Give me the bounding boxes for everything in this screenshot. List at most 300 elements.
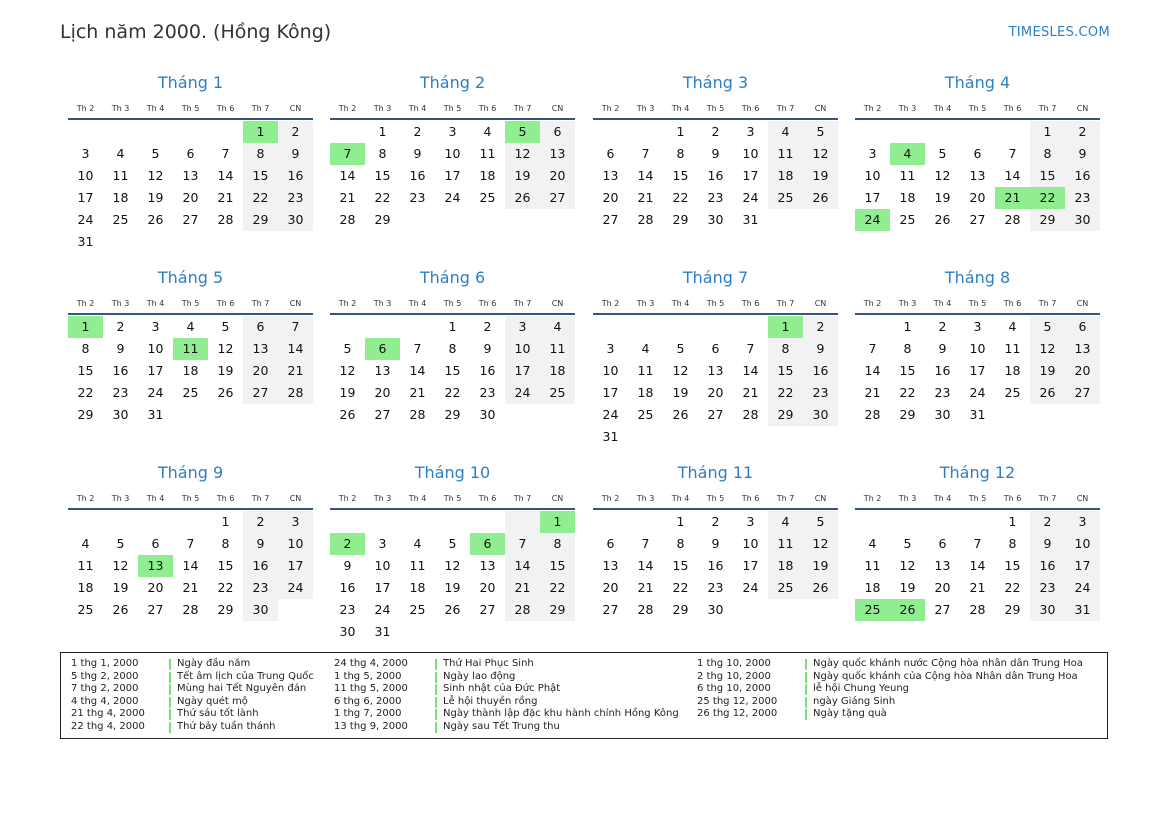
day-cell[interactable]: 25 (479, 190, 496, 205)
day-cell[interactable]: 19 (339, 385, 356, 400)
day-cell[interactable]: 17 (742, 168, 759, 183)
day-cell[interactable]: 2 (278, 121, 313, 143)
day-cell[interactable]: 22 (672, 580, 689, 595)
day-cell[interactable]: 18 (182, 363, 199, 378)
day-cell[interactable]: 27 (969, 212, 986, 227)
day-cell[interactable]: 3 (1065, 511, 1100, 533)
day-cell[interactable]: 18 (112, 190, 129, 205)
day-cell[interactable]: 11 (112, 168, 129, 183)
day-cell[interactable]: 25 (1004, 385, 1021, 400)
day-cell[interactable]: 25 (637, 407, 654, 422)
holiday-day-cell[interactable]: 2 (330, 533, 365, 555)
day-cell[interactable]: 17 (77, 190, 94, 205)
day-cell[interactable]: 2 (243, 511, 278, 533)
day-cell[interactable]: 18 (768, 555, 803, 577)
day-cell[interactable]: 20 (1065, 360, 1100, 382)
day-cell[interactable]: 18 (77, 580, 94, 595)
day-cell[interactable]: 20 (540, 165, 575, 187)
day-cell[interactable]: 13 (182, 168, 199, 183)
day-cell[interactable]: 7 (186, 536, 195, 551)
holiday-day-cell[interactable]: 1 (68, 316, 103, 338)
day-cell[interactable]: 28 (409, 407, 426, 422)
day-cell[interactable]: 13 (707, 363, 724, 378)
day-cell[interactable]: 19 (1030, 360, 1065, 382)
day-cell[interactable]: 5 (803, 511, 838, 533)
day-cell[interactable]: 5 (343, 341, 352, 356)
day-cell[interactable]: 6 (606, 536, 615, 551)
day-cell[interactable]: 16 (707, 168, 724, 183)
day-cell[interactable]: 2 (483, 319, 492, 334)
holiday-day-cell[interactable]: 22 (1030, 187, 1065, 209)
day-cell[interactable]: 22 (444, 385, 461, 400)
day-cell[interactable]: 3 (746, 514, 755, 529)
day-cell[interactable]: 24 (147, 385, 164, 400)
day-cell[interactable]: 17 (505, 360, 540, 382)
day-cell[interactable]: 24 (1065, 577, 1100, 599)
day-cell[interactable]: 28 (742, 407, 759, 422)
day-cell[interactable]: 30 (243, 599, 278, 621)
day-cell[interactable]: 3 (606, 341, 615, 356)
day-cell[interactable]: 12 (672, 363, 689, 378)
day-cell[interactable]: 16 (1065, 165, 1100, 187)
day-cell[interactable]: 5 (116, 536, 125, 551)
day-cell[interactable]: 25 (77, 602, 94, 617)
day-cell[interactable]: 24 (444, 190, 461, 205)
day-cell[interactable]: 14 (1004, 168, 1021, 183)
day-cell[interactable]: 15 (672, 168, 689, 183)
day-cell[interactable]: 7 (413, 341, 422, 356)
day-cell[interactable]: 30 (707, 212, 724, 227)
day-cell[interactable]: 30 (1065, 209, 1100, 231)
day-cell[interactable]: 21 (637, 580, 654, 595)
holiday-day-cell[interactable]: 1 (243, 121, 278, 143)
day-cell[interactable]: 26 (803, 187, 838, 209)
day-cell[interactable]: 16 (1030, 555, 1065, 577)
day-cell[interactable]: 8 (81, 341, 90, 356)
day-cell[interactable]: 23 (278, 187, 313, 209)
day-cell[interactable]: 10 (374, 558, 391, 573)
day-cell[interactable]: 9 (243, 533, 278, 555)
day-cell[interactable]: 4 (483, 124, 492, 139)
day-cell[interactable]: 14 (637, 558, 654, 573)
day-cell[interactable]: 9 (343, 558, 352, 573)
day-cell[interactable]: 19 (505, 165, 540, 187)
holiday-day-cell[interactable]: 5 (505, 121, 540, 143)
day-cell[interactable]: 29 (672, 602, 689, 617)
day-cell[interactable]: 3 (81, 146, 90, 161)
day-cell[interactable]: 2 (413, 124, 422, 139)
day-cell[interactable]: 2 (938, 319, 947, 334)
day-cell[interactable]: 23 (112, 385, 129, 400)
day-cell[interactable]: 14 (217, 168, 234, 183)
day-cell[interactable]: 5 (938, 146, 947, 161)
day-cell[interactable]: 9 (278, 143, 313, 165)
day-cell[interactable]: 4 (1008, 319, 1017, 334)
day-cell[interactable]: 19 (444, 580, 461, 595)
day-cell[interactable]: 30 (479, 407, 496, 422)
day-cell[interactable]: 29 (1004, 602, 1021, 617)
day-cell[interactable]: 23 (707, 190, 724, 205)
day-cell[interactable]: 1 (378, 124, 387, 139)
day-cell[interactable]: 7 (868, 341, 877, 356)
day-cell[interactable]: 31 (742, 212, 759, 227)
day-cell[interactable]: 2 (1065, 121, 1100, 143)
day-cell[interactable]: 29 (374, 212, 391, 227)
day-cell[interactable]: 21 (217, 190, 234, 205)
day-cell[interactable]: 21 (969, 580, 986, 595)
day-cell[interactable]: 1 (903, 319, 912, 334)
day-cell[interactable]: 14 (969, 558, 986, 573)
holiday-day-cell[interactable]: 21 (995, 187, 1030, 209)
day-cell[interactable]: 10 (147, 341, 164, 356)
day-cell[interactable]: 27 (540, 187, 575, 209)
day-cell[interactable]: 12 (803, 533, 838, 555)
day-cell[interactable]: 13 (1065, 338, 1100, 360)
holiday-day-cell[interactable]: 4 (890, 143, 925, 165)
day-cell[interactable]: 25 (768, 187, 803, 209)
day-cell[interactable]: 22 (540, 577, 575, 599)
day-cell[interactable]: 31 (147, 407, 164, 422)
day-cell[interactable]: 10 (742, 536, 759, 551)
day-cell[interactable]: 30 (1030, 599, 1065, 621)
day-cell[interactable]: 20 (602, 190, 619, 205)
day-cell[interactable]: 23 (409, 190, 426, 205)
day-cell[interactable]: 29 (444, 407, 461, 422)
day-cell[interactable]: 15 (1030, 165, 1065, 187)
day-cell[interactable]: 5 (448, 536, 457, 551)
day-cell[interactable]: 13 (479, 558, 496, 573)
day-cell[interactable]: 19 (672, 385, 689, 400)
holiday-day-cell[interactable]: 26 (890, 599, 925, 621)
day-cell[interactable]: 1 (1008, 514, 1017, 529)
day-cell[interactable]: 10 (742, 146, 759, 161)
day-cell[interactable]: 3 (278, 511, 313, 533)
day-cell[interactable]: 22 (243, 187, 278, 209)
day-cell[interactable]: 14 (637, 168, 654, 183)
day-cell[interactable]: 7 (973, 536, 982, 551)
day-cell[interactable]: 12 (899, 558, 916, 573)
day-cell[interactable]: 2 (803, 316, 838, 338)
day-cell[interactable]: 31 (77, 234, 94, 249)
day-cell[interactable]: 26 (934, 212, 951, 227)
day-cell[interactable]: 21 (742, 385, 759, 400)
day-cell[interactable]: 19 (112, 580, 129, 595)
day-cell[interactable]: 8 (768, 338, 803, 360)
day-cell[interactable]: 6 (938, 536, 947, 551)
day-cell[interactable]: 15 (672, 558, 689, 573)
day-cell[interactable]: 6 (540, 121, 575, 143)
day-cell[interactable]: 26 (147, 212, 164, 227)
day-cell[interactable]: 10 (1065, 533, 1100, 555)
day-cell[interactable]: 20 (969, 190, 986, 205)
day-cell[interactable]: 15 (374, 168, 391, 183)
day-cell[interactable]: 26 (803, 577, 838, 599)
day-cell[interactable]: 29 (217, 602, 234, 617)
day-cell[interactable]: 21 (505, 577, 540, 599)
day-cell[interactable]: 20 (147, 580, 164, 595)
day-cell[interactable]: 9 (711, 146, 720, 161)
day-cell[interactable]: 12 (339, 363, 356, 378)
day-cell[interactable]: 17 (374, 580, 391, 595)
holiday-day-cell[interactable]: 25 (855, 599, 890, 621)
day-cell[interactable]: 24 (742, 580, 759, 595)
day-cell[interactable]: 3 (151, 319, 160, 334)
day-cell[interactable]: 30 (803, 404, 838, 426)
day-cell[interactable]: 5 (903, 536, 912, 551)
day-cell[interactable]: 27 (182, 212, 199, 227)
day-cell[interactable]: 22 (672, 190, 689, 205)
day-cell[interactable]: 30 (112, 407, 129, 422)
day-cell[interactable]: 7 (221, 146, 230, 161)
day-cell[interactable]: 9 (938, 341, 947, 356)
day-cell[interactable]: 8 (1030, 143, 1065, 165)
day-cell[interactable]: 16 (409, 168, 426, 183)
day-cell[interactable]: 15 (899, 363, 916, 378)
day-cell[interactable]: 30 (278, 209, 313, 231)
day-cell[interactable]: 11 (768, 143, 803, 165)
day-cell[interactable]: 17 (969, 363, 986, 378)
day-cell[interactable]: 9 (1030, 533, 1065, 555)
day-cell[interactable]: 14 (409, 363, 426, 378)
day-cell[interactable]: 6 (1065, 316, 1100, 338)
day-cell[interactable]: 21 (409, 385, 426, 400)
day-cell[interactable]: 14 (742, 363, 759, 378)
day-cell[interactable]: 10 (602, 363, 619, 378)
day-cell[interactable]: 16 (479, 363, 496, 378)
day-cell[interactable]: 15 (243, 165, 278, 187)
day-cell[interactable]: 16 (243, 555, 278, 577)
day-cell[interactable]: 6 (243, 316, 278, 338)
day-cell[interactable]: 29 (540, 599, 575, 621)
day-cell[interactable]: 16 (934, 363, 951, 378)
holiday-day-cell[interactable]: 1 (540, 511, 575, 533)
day-cell[interactable]: 9 (483, 341, 492, 356)
day-cell[interactable]: 11 (409, 558, 426, 573)
day-cell[interactable]: 12 (444, 558, 461, 573)
day-cell[interactable]: 7 (505, 533, 540, 555)
day-cell[interactable]: 3 (505, 316, 540, 338)
day-cell[interactable]: 12 (1030, 338, 1065, 360)
day-cell[interactable]: 4 (868, 536, 877, 551)
day-cell[interactable]: 7 (641, 536, 650, 551)
day-cell[interactable]: 28 (505, 599, 540, 621)
day-cell[interactable]: 16 (707, 558, 724, 573)
day-cell[interactable]: 12 (147, 168, 164, 183)
day-cell[interactable]: 13 (602, 168, 619, 183)
holiday-day-cell[interactable]: 24 (855, 209, 890, 231)
day-cell[interactable]: 27 (707, 407, 724, 422)
day-cell[interactable]: 3 (448, 124, 457, 139)
day-cell[interactable]: 28 (637, 602, 654, 617)
day-cell[interactable]: 28 (969, 602, 986, 617)
day-cell[interactable]: 18 (899, 190, 916, 205)
day-cell[interactable]: 13 (602, 558, 619, 573)
day-cell[interactable]: 6 (151, 536, 160, 551)
day-cell[interactable]: 31 (1065, 599, 1100, 621)
day-cell[interactable]: 25 (540, 382, 575, 404)
day-cell[interactable]: 18 (409, 580, 426, 595)
day-cell[interactable]: 15 (77, 363, 94, 378)
day-cell[interactable]: 21 (339, 190, 356, 205)
day-cell[interactable]: 8 (243, 143, 278, 165)
day-cell[interactable]: 8 (676, 146, 685, 161)
day-cell[interactable]: 14 (505, 555, 540, 577)
day-cell[interactable]: 18 (637, 385, 654, 400)
day-cell[interactable]: 20 (182, 190, 199, 205)
day-cell[interactable]: 13 (934, 558, 951, 573)
day-cell[interactable]: 1 (448, 319, 457, 334)
day-cell[interactable]: 24 (742, 190, 759, 205)
day-cell[interactable]: 16 (278, 165, 313, 187)
day-cell[interactable]: 10 (969, 341, 986, 356)
holiday-day-cell[interactable]: 1 (768, 316, 803, 338)
day-cell[interactable]: 20 (243, 360, 278, 382)
day-cell[interactable]: 16 (803, 360, 838, 382)
day-cell[interactable]: 6 (606, 146, 615, 161)
day-cell[interactable]: 28 (217, 212, 234, 227)
day-cell[interactable]: 21 (864, 385, 881, 400)
day-cell[interactable]: 8 (676, 536, 685, 551)
day-cell[interactable]: 4 (768, 511, 803, 533)
day-cell[interactable]: 9 (711, 536, 720, 551)
day-cell[interactable]: 21 (182, 580, 199, 595)
day-cell[interactable]: 5 (803, 121, 838, 143)
day-cell[interactable]: 17 (278, 555, 313, 577)
day-cell[interactable]: 9 (1065, 143, 1100, 165)
day-cell[interactable]: 22 (217, 580, 234, 595)
day-cell[interactable]: 4 (540, 316, 575, 338)
day-cell[interactable]: 19 (147, 190, 164, 205)
day-cell[interactable]: 1 (1030, 121, 1065, 143)
day-cell[interactable]: 27 (374, 407, 391, 422)
day-cell[interactable]: 24 (505, 382, 540, 404)
day-cell[interactable]: 20 (934, 580, 951, 595)
day-cell[interactable]: 17 (147, 363, 164, 378)
day-cell[interactable]: 26 (444, 602, 461, 617)
day-cell[interactable]: 12 (112, 558, 129, 573)
day-cell[interactable]: 22 (899, 385, 916, 400)
day-cell[interactable]: 8 (1008, 536, 1017, 551)
day-cell[interactable]: 17 (444, 168, 461, 183)
day-cell[interactable]: 14 (182, 558, 199, 573)
day-cell[interactable]: 11 (637, 363, 654, 378)
day-cell[interactable]: 14 (339, 168, 356, 183)
day-cell[interactable]: 31 (602, 429, 619, 444)
day-cell[interactable]: 28 (182, 602, 199, 617)
day-cell[interactable]: 21 (278, 360, 313, 382)
day-cell[interactable]: 5 (151, 146, 160, 161)
day-cell[interactable]: 29 (899, 407, 916, 422)
day-cell[interactable]: 25 (768, 577, 803, 599)
day-cell[interactable]: 26 (217, 385, 234, 400)
day-cell[interactable]: 23 (934, 385, 951, 400)
day-cell[interactable]: 26 (112, 602, 129, 617)
day-cell[interactable]: 27 (243, 382, 278, 404)
day-cell[interactable]: 15 (1004, 558, 1021, 573)
day-cell[interactable]: 8 (221, 536, 230, 551)
holiday-day-cell[interactable]: 7 (330, 143, 365, 165)
day-cell[interactable]: 18 (1004, 363, 1021, 378)
day-cell[interactable]: 10 (864, 168, 881, 183)
day-cell[interactable]: 31 (374, 624, 391, 639)
day-cell[interactable]: 12 (803, 143, 838, 165)
day-cell[interactable]: 8 (448, 341, 457, 356)
day-cell[interactable]: 15 (768, 360, 803, 382)
day-cell[interactable]: 24 (969, 385, 986, 400)
day-cell[interactable]: 27 (934, 602, 951, 617)
day-cell[interactable]: 22 (374, 190, 391, 205)
day-cell[interactable]: 27 (602, 602, 619, 617)
holiday-day-cell[interactable]: 13 (138, 555, 173, 577)
day-cell[interactable]: 17 (1065, 555, 1100, 577)
day-cell[interactable]: 1 (676, 514, 685, 529)
day-cell[interactable]: 17 (864, 190, 881, 205)
day-cell[interactable]: 27 (147, 602, 164, 617)
day-cell[interactable]: 11 (899, 168, 916, 183)
day-cell[interactable]: 3 (868, 146, 877, 161)
day-cell[interactable]: 31 (969, 407, 986, 422)
day-cell[interactable]: 2 (711, 514, 720, 529)
day-cell[interactable]: 25 (409, 602, 426, 617)
day-cell[interactable]: 9 (803, 338, 838, 360)
day-cell[interactable]: 20 (374, 385, 391, 400)
day-cell[interactable]: 7 (1008, 146, 1017, 161)
day-cell[interactable]: 27 (479, 602, 496, 617)
day-cell[interactable]: 23 (339, 602, 356, 617)
day-cell[interactable]: 29 (768, 404, 803, 426)
day-cell[interactable]: 10 (444, 146, 461, 161)
day-cell[interactable]: 11 (768, 533, 803, 555)
day-cell[interactable]: 19 (934, 190, 951, 205)
day-cell[interactable]: 24 (278, 577, 313, 599)
day-cell[interactable]: 28 (1004, 212, 1021, 227)
day-cell[interactable]: 29 (77, 407, 94, 422)
day-cell[interactable]: 1 (676, 124, 685, 139)
day-cell[interactable]: 23 (1030, 577, 1065, 599)
day-cell[interactable]: 12 (505, 143, 540, 165)
day-cell[interactable]: 23 (243, 577, 278, 599)
day-cell[interactable]: 3 (378, 536, 387, 551)
day-cell[interactable]: 24 (374, 602, 391, 617)
day-cell[interactable]: 13 (540, 143, 575, 165)
day-cell[interactable]: 23 (707, 580, 724, 595)
day-cell[interactable]: 6 (711, 341, 720, 356)
day-cell[interactable]: 11 (540, 338, 575, 360)
day-cell[interactable]: 7 (641, 146, 650, 161)
day-cell[interactable]: 26 (505, 187, 540, 209)
day-cell[interactable]: 23 (803, 382, 838, 404)
day-cell[interactable]: 14 (864, 363, 881, 378)
day-cell[interactable]: 28 (864, 407, 881, 422)
day-cell[interactable]: 9 (116, 341, 125, 356)
day-cell[interactable]: 27 (602, 212, 619, 227)
day-cell[interactable]: 28 (278, 382, 313, 404)
day-cell[interactable]: 1 (221, 514, 230, 529)
day-cell[interactable]: 8 (378, 146, 387, 161)
day-cell[interactable]: 27 (1065, 382, 1100, 404)
day-cell[interactable]: 4 (186, 319, 195, 334)
day-cell[interactable]: 3 (973, 319, 982, 334)
day-cell[interactable]: 11 (864, 558, 881, 573)
day-cell[interactable]: 26 (672, 407, 689, 422)
day-cell[interactable]: 20 (602, 580, 619, 595)
day-cell[interactable]: 6 (186, 146, 195, 161)
day-cell[interactable]: 25 (182, 385, 199, 400)
day-cell[interactable]: 10 (505, 338, 540, 360)
day-cell[interactable]: 29 (243, 209, 278, 231)
day-cell[interactable]: 22 (77, 385, 94, 400)
day-cell[interactable]: 12 (217, 341, 234, 356)
